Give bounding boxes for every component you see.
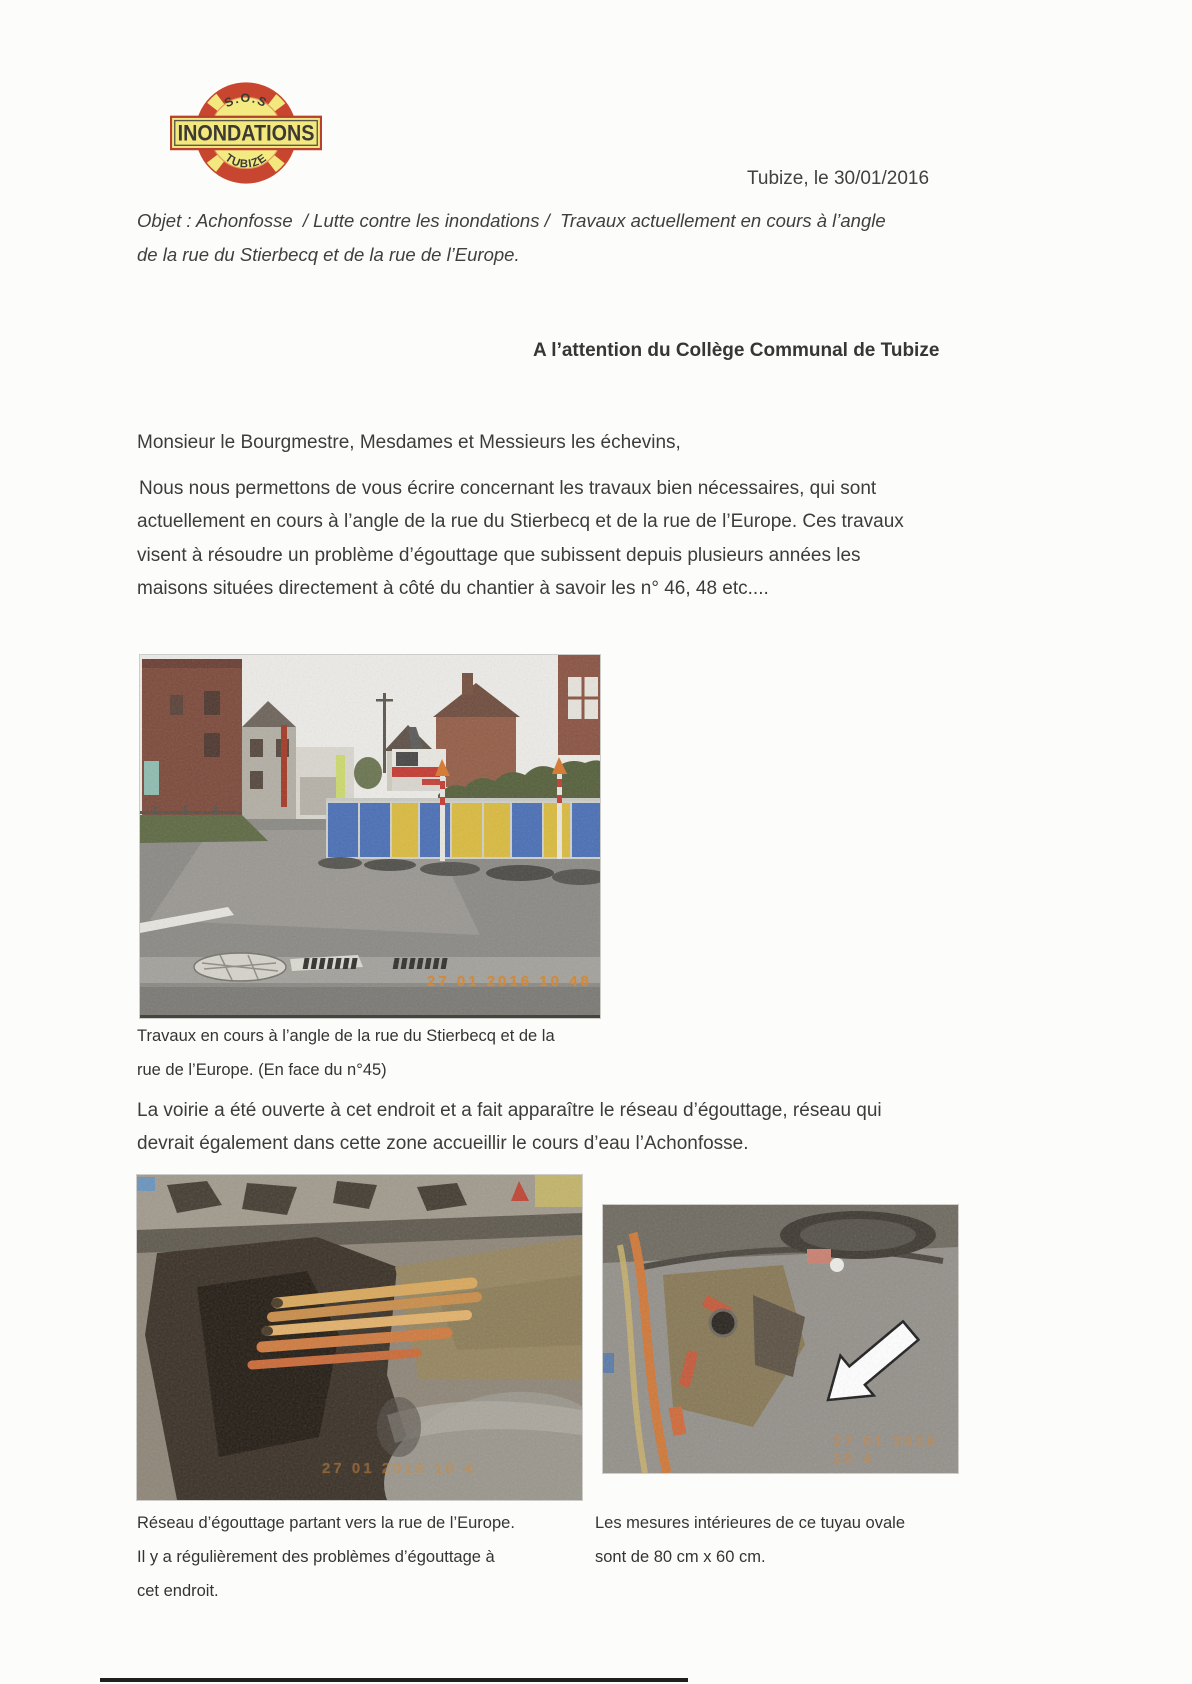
salutation-line: Monsieur le Bourgmestre, Mesdames et Messieurs les échevins, bbox=[137, 432, 681, 453]
photo1-caption-line-1: Travaux en cours à l’angle de la rue du Stierbecq et de la bbox=[137, 1027, 555, 1045]
photo-oval-pipe bbox=[603, 1205, 958, 1473]
photo1-caption-line-2: rue de l’Europe. (En face du n°45) bbox=[137, 1061, 387, 1079]
photo3-timestamp: 27 01 2016 10 4 bbox=[833, 1433, 939, 1467]
photo2-timestamp: 27 01 2016 10 4 bbox=[322, 1460, 476, 1477]
logo-banner-text: INONDATIONS bbox=[177, 120, 315, 146]
body-par2-line-2: devrait également dans cette zone accueillir le cours d’eau l’Achonfosse. bbox=[137, 1133, 749, 1154]
scan-artifact-line bbox=[100, 1678, 688, 1682]
excavation-illustration bbox=[137, 1175, 582, 1500]
street-scene-illustration bbox=[140, 655, 600, 1015]
body-par2-line-1: La voirie a été ouverte à cet endroit et a fait apparaître le réseau d’égouttage, réseau qui bbox=[137, 1100, 882, 1121]
photo2-caption-line-2: Il y a régulièrement des problèmes d’égouttage à bbox=[137, 1548, 495, 1566]
photo2-caption-line-1: Réseau d’égouttage partant vers la rue de l’Europe. bbox=[137, 1514, 515, 1532]
body-par1-line-1: Nous nous permettons de vous écrire concernant les travaux bien nécessaires, qui sont bbox=[139, 478, 877, 499]
body-par1-line-2: actuellement en cours à l’angle de la rue du Stierbecq et de la rue de l’Europe. Ces travaux bbox=[137, 511, 904, 532]
attention-line: A l’attention du Collège Communal de Tubize bbox=[533, 340, 940, 361]
body-par1-line-3: visent à résoudre un problème d’égouttage que subissent depuis plusieurs années les bbox=[137, 545, 861, 566]
photo3-caption-line-1: Les mesures intérieures de ce tuyau ovale bbox=[595, 1514, 906, 1532]
photo-excavation-pipes bbox=[137, 1175, 582, 1500]
life-buoy-icon bbox=[170, 74, 322, 190]
subject-line-1: Objet : Achonfosse / Lutte contre les inondations / Travaux actuellement en cours à l’angle bbox=[137, 210, 886, 231]
subject-line-2: de la rue du Stierbecq et de la rue de l’Europe. bbox=[137, 244, 520, 265]
logo-sos-text: S.O.S bbox=[221, 90, 271, 111]
photo3-caption-line-2: sont de 80 cm x 60 cm. bbox=[595, 1548, 766, 1566]
body-par1-line-4: maisons situées directement à côté du chantier à savoir les n° 46, 48 etc.... bbox=[137, 578, 769, 599]
logo-tubize-text: TUBIZE bbox=[222, 151, 270, 171]
photo1-timestamp: 27 01 2016 10 48 bbox=[427, 973, 592, 990]
photo2-caption-line-3: cet endroit. bbox=[137, 1582, 219, 1600]
sos-inondations-logo bbox=[170, 74, 322, 190]
date-line: Tubize, le 30/01/2016 bbox=[747, 168, 930, 189]
photo-roadworks-street bbox=[140, 655, 600, 1018]
